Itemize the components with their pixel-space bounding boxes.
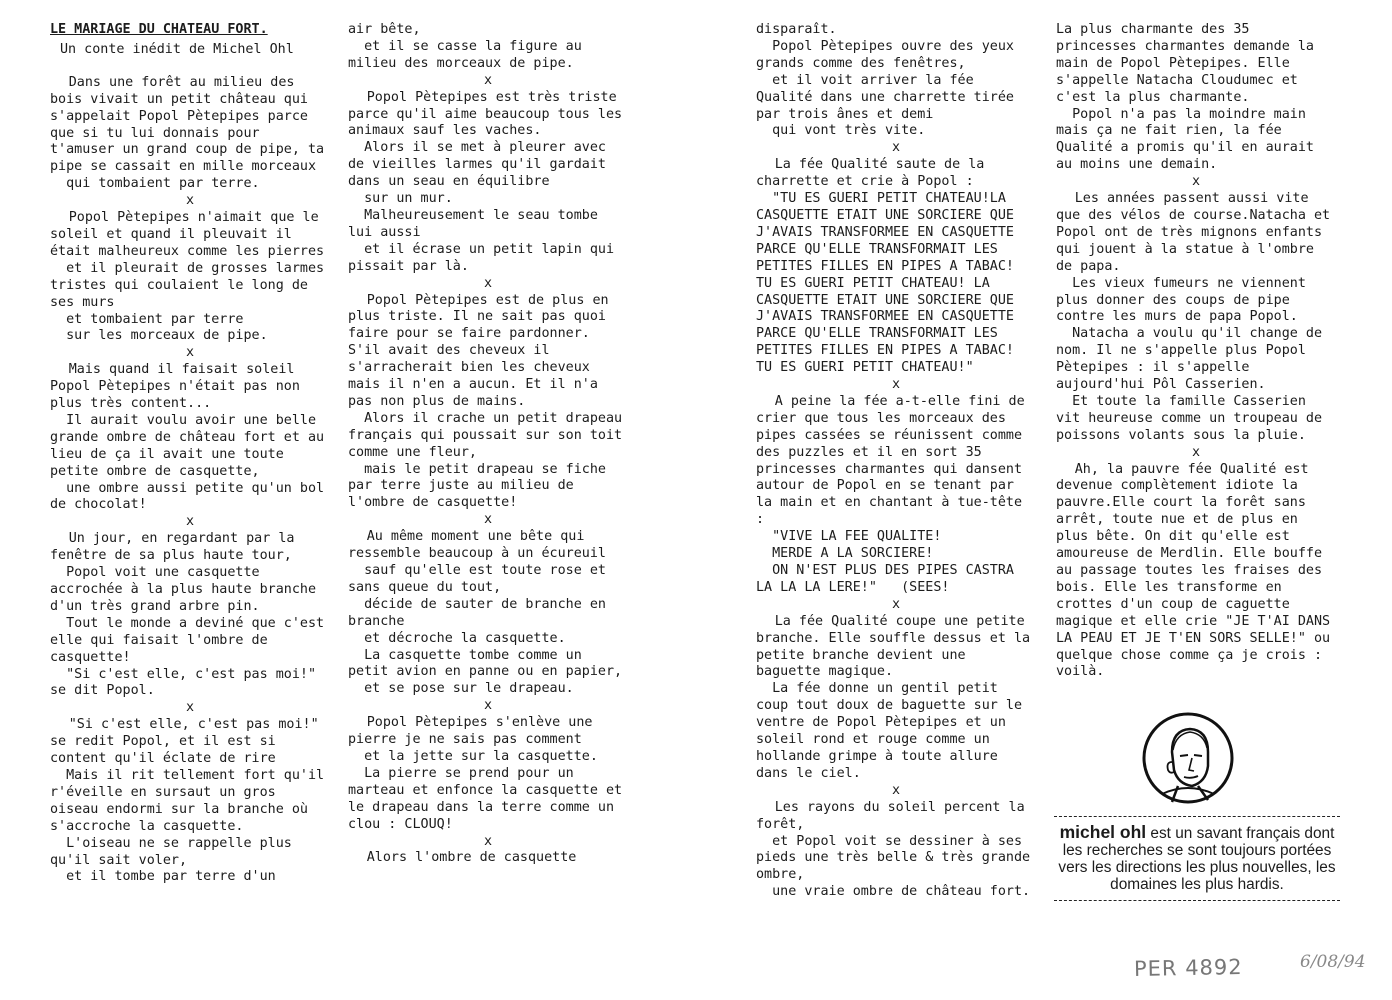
story-paragraph: Popol Pètepipes s'enlève une pierre je ne sais pas comment et la jette sur la casquette. La pierre se prend pour un marteau et enfonce la casquette et le drapeau dans la terre comme un clou : CLOUQ! — [348, 715, 623, 832]
author-bio-text — [1054, 821, 1340, 896]
story-paragraph: Les rayons du soleil percent la forêt, et Popol voit se dessiner à ses pieds une très belle & très grande ombre, une vraie ombre de château fort. — [756, 799, 1031, 900]
story-paragraph: Au même moment une bête qui ressemble beaucoup à un écureuil sauf qu'elle est toute rose et sans queue du tout, décide de sauter de branche en branche et décroche la casquette. La casquette tombe comme un petit avion en panne ou en papier, et se pose sur le drapeau. — [348, 529, 623, 697]
archive-reference-stamp: PER 4892 — [1133, 955, 1243, 981]
story-paragraph: La fée Qualité saute de la charrette et crie à Popol : "TU ES GUERI PETIT CHATEAU!LA CASQUETTE ETAIT UNE SORCIERE QUE J'AVAIS TRANSFORMEE EN CASQUETTE PARCE QU'ELLE TRANSFORMAIT LES PETITES FILLES EN PIPES A TABAC! TU ES GUERI PETIT CHATEAU! LA CASQUETTE ETAIT UNE SORCIERE QUE J'AVAIS TRANSFORMEE EN CASQUETTE PARCE QU'ELLE TRANSFORMAIT LES PETITES FILLES EN PIPES A TABAC! TU ES GUERI PETIT CHATEAU!" — [756, 157, 1014, 376]
story-subtitle: Un conte inédit de Michel Ohl — [60, 41, 294, 57]
story-column-1 — [50, 22, 330, 886]
author-description: est un savant français dont les recherches se sont toujours portées vers les directions les plus nouvelles, les domaines les plus hardis. — [1058, 825, 1336, 893]
story-paragraph: Popol Pètepipes n'aimait que le soleil et quand il pleuvait il était malheureux comme les pierres et il pleurait de grosses larmes tristes qui coulaient le long de ses murs et tombaient par terre sur les morceaux de pipe. — [50, 210, 325, 344]
story-paragraph: Les années passent aussi vite que des vélos de course.Natacha et Popol ont de très mignons enfants qui jouent à la statue à l'ombre de papa. Les vieux fumeurs ne viennent plus donner des coups de pipe contre les murs de papa Popol. Natacha a voulu qu'il change de nom. Il ne s'appelle plus Popol Pètepipes : il s'appelle aujourd'hui Pôl Casserien. Et toute la famille Casserien vit heureuse comme un troupeau de poissons volants sous la pluie. — [1056, 191, 1331, 443]
author-bio — [1054, 812, 1340, 905]
story-paragraph: Dans une forêt au milieu des bois vivait un petit château qui s'appelait Popol Pètepipes parce que si tu lui donnais pour t'amuser un grand coup de pipe, ta pipe se cassait en mille morceaux qui tombaient par terre. — [50, 74, 325, 192]
section-separator: x — [891, 140, 901, 156]
section-separator: x — [483, 833, 493, 849]
section-separator: x — [185, 700, 195, 716]
section-separator: x — [185, 514, 195, 530]
section-separator: x — [483, 275, 493, 291]
story-paragraph: Mais quand il faisait soleil Popol Pètepipes n'était pas non plus très content... Il aurait voulu avoir une belle grande ombre de château fort et au lieu de ça il avait une toute petite ombre de casquette, une ombre aussi petite qu'un bol de chocolat! — [50, 362, 325, 513]
divider — [1054, 900, 1340, 901]
story-paragraph: Ah, la pauvre fée Qualité est devenue complètement idiote la pauvre.Elle court la forêt sans arrêt, toute nue et de plus en plus bête. On dit qu'elle est amoureuse de Merdlin. Elle bouffe au passage toutes les fraises des bois. Elle les transforme en crottes d'un coup de caguette magique et elle crie "JE T'AI DANS LA PEAU ET JE T'EN SORS SELLE!" ou quelque chose comme ça je crois : voilà. — [1056, 461, 1339, 680]
story-paragraph: Popol Pètepipes est très triste parce qu'il aime beaucoup tous les animaux sauf les vaches. Alors il se met à pleurer avec de vieilles larmes qu'il gardait dans un seau en équilibre sur un mur. Malheureusement le seau tombe lui aussi et il écrase un petit lapin qui pissait par là. — [348, 89, 623, 274]
section-separator: x — [891, 782, 901, 798]
section-separator: x — [483, 512, 493, 528]
story-paragraph: "Si c'est elle, c'est pas moi!" se redit Popol, et il est si content qu'il éclate de rire Mais il rit tellement fort qu'il r'éveille en sursaut un gros oiseau endormi sur la branche où s'accroche la casquette. L'oiseau ne se rappelle plus qu'il sait voler, et il tombe par terre d'un — [50, 717, 325, 885]
section-separator: x — [483, 698, 493, 714]
story-paragraph: Alors l'ombre de casquette — [366, 850, 577, 866]
divider — [1054, 816, 1340, 817]
story-column-2 — [348, 22, 628, 867]
story-paragraph: disparaît. Popol Pètepipes ouvre des yeux grands comme des fenêtres, et il voit arriver la fée Qualité dans une charrette tirée par trois ânes et demi qui vont très vite. — [756, 22, 1014, 139]
story-paragraph: La fée Qualité coupe une petite branche. Elle souffle dessus et la petite branche devient une baguette magique. La fée donne un gentil petit coup tout doux de baguette sur le ventre de Popol Pètepipes et un soleil rond et rouge comme un hollande grimpe à toute allure dans le ciel. — [756, 613, 1031, 781]
story-column-3 — [756, 22, 1036, 901]
story-paragraph: Un jour, en regardant par la fenêtre de sa plus haute tour, Popol voit une casquette accrochée à la plus haute branche d'un très grand arbre pin. Tout le monde a deviné que c'est elle qui faisait l'ombre de casquette! "Si c'est elle, c'est pas moi!" se dit Popol. — [50, 531, 325, 699]
section-separator: x — [1191, 174, 1201, 190]
section-separator: x — [185, 345, 195, 361]
section-separator: x — [185, 193, 195, 209]
story-column-4 — [1056, 22, 1339, 681]
archive-date-stamp: 6/08/94 — [1300, 952, 1366, 972]
section-separator: x — [483, 72, 493, 88]
story-paragraph: Popol Pètepipes est de plus en plus triste. Il ne sait pas quoi faire pour se faire pardonner. S'il avait des cheveux il s'arracherait bien les cheveux mais il n'en a aucun. Et il n'a pas non plus de mains. Alors il crache un petit drapeau français qui poussait sur son toit comme une fleur, mais le petit drapeau se fiche par terre juste au milieu de l'ombre de casquette! — [348, 292, 623, 511]
section-separator: x — [1191, 444, 1201, 460]
author-portrait-icon — [1142, 712, 1234, 804]
story-paragraph: La plus charmante des 35 princesses charmantes demande la main de Popol Pètepipes. Elle s'appelle Natacha Cloudumec et c'est la plus charmante. Popol n'a pas la moindre main mais ça ne fait rien, la fée Qualité a promis qu'il en aurait au moins une demain. — [1056, 22, 1314, 173]
author-name: michel ohl — [1059, 822, 1147, 842]
section-separator: x — [891, 596, 901, 612]
section-separator: x — [891, 377, 901, 393]
story-title: LE MARIAGE DU CHATEAU FORT. — [50, 22, 268, 37]
story-paragraph: air bête, et il se casse la figure au milieu des morceaux de pipe. — [348, 22, 582, 71]
story-paragraph: A peine la fée a-t-elle fini de crier que tous les morceaux des pipes cassées se réunissent comme des puzzles et il en sort 35 princesses charmantes qui dansent autour de Popol en se tenant par la main et en chantant à tue-tête : "VIVE LA FEE QUALITE! MERDE A LA SORCIERE! ON N'EST PLUS DES PIPES CASTRA LA LA LA LERE!" (SEES! — [756, 393, 1025, 595]
